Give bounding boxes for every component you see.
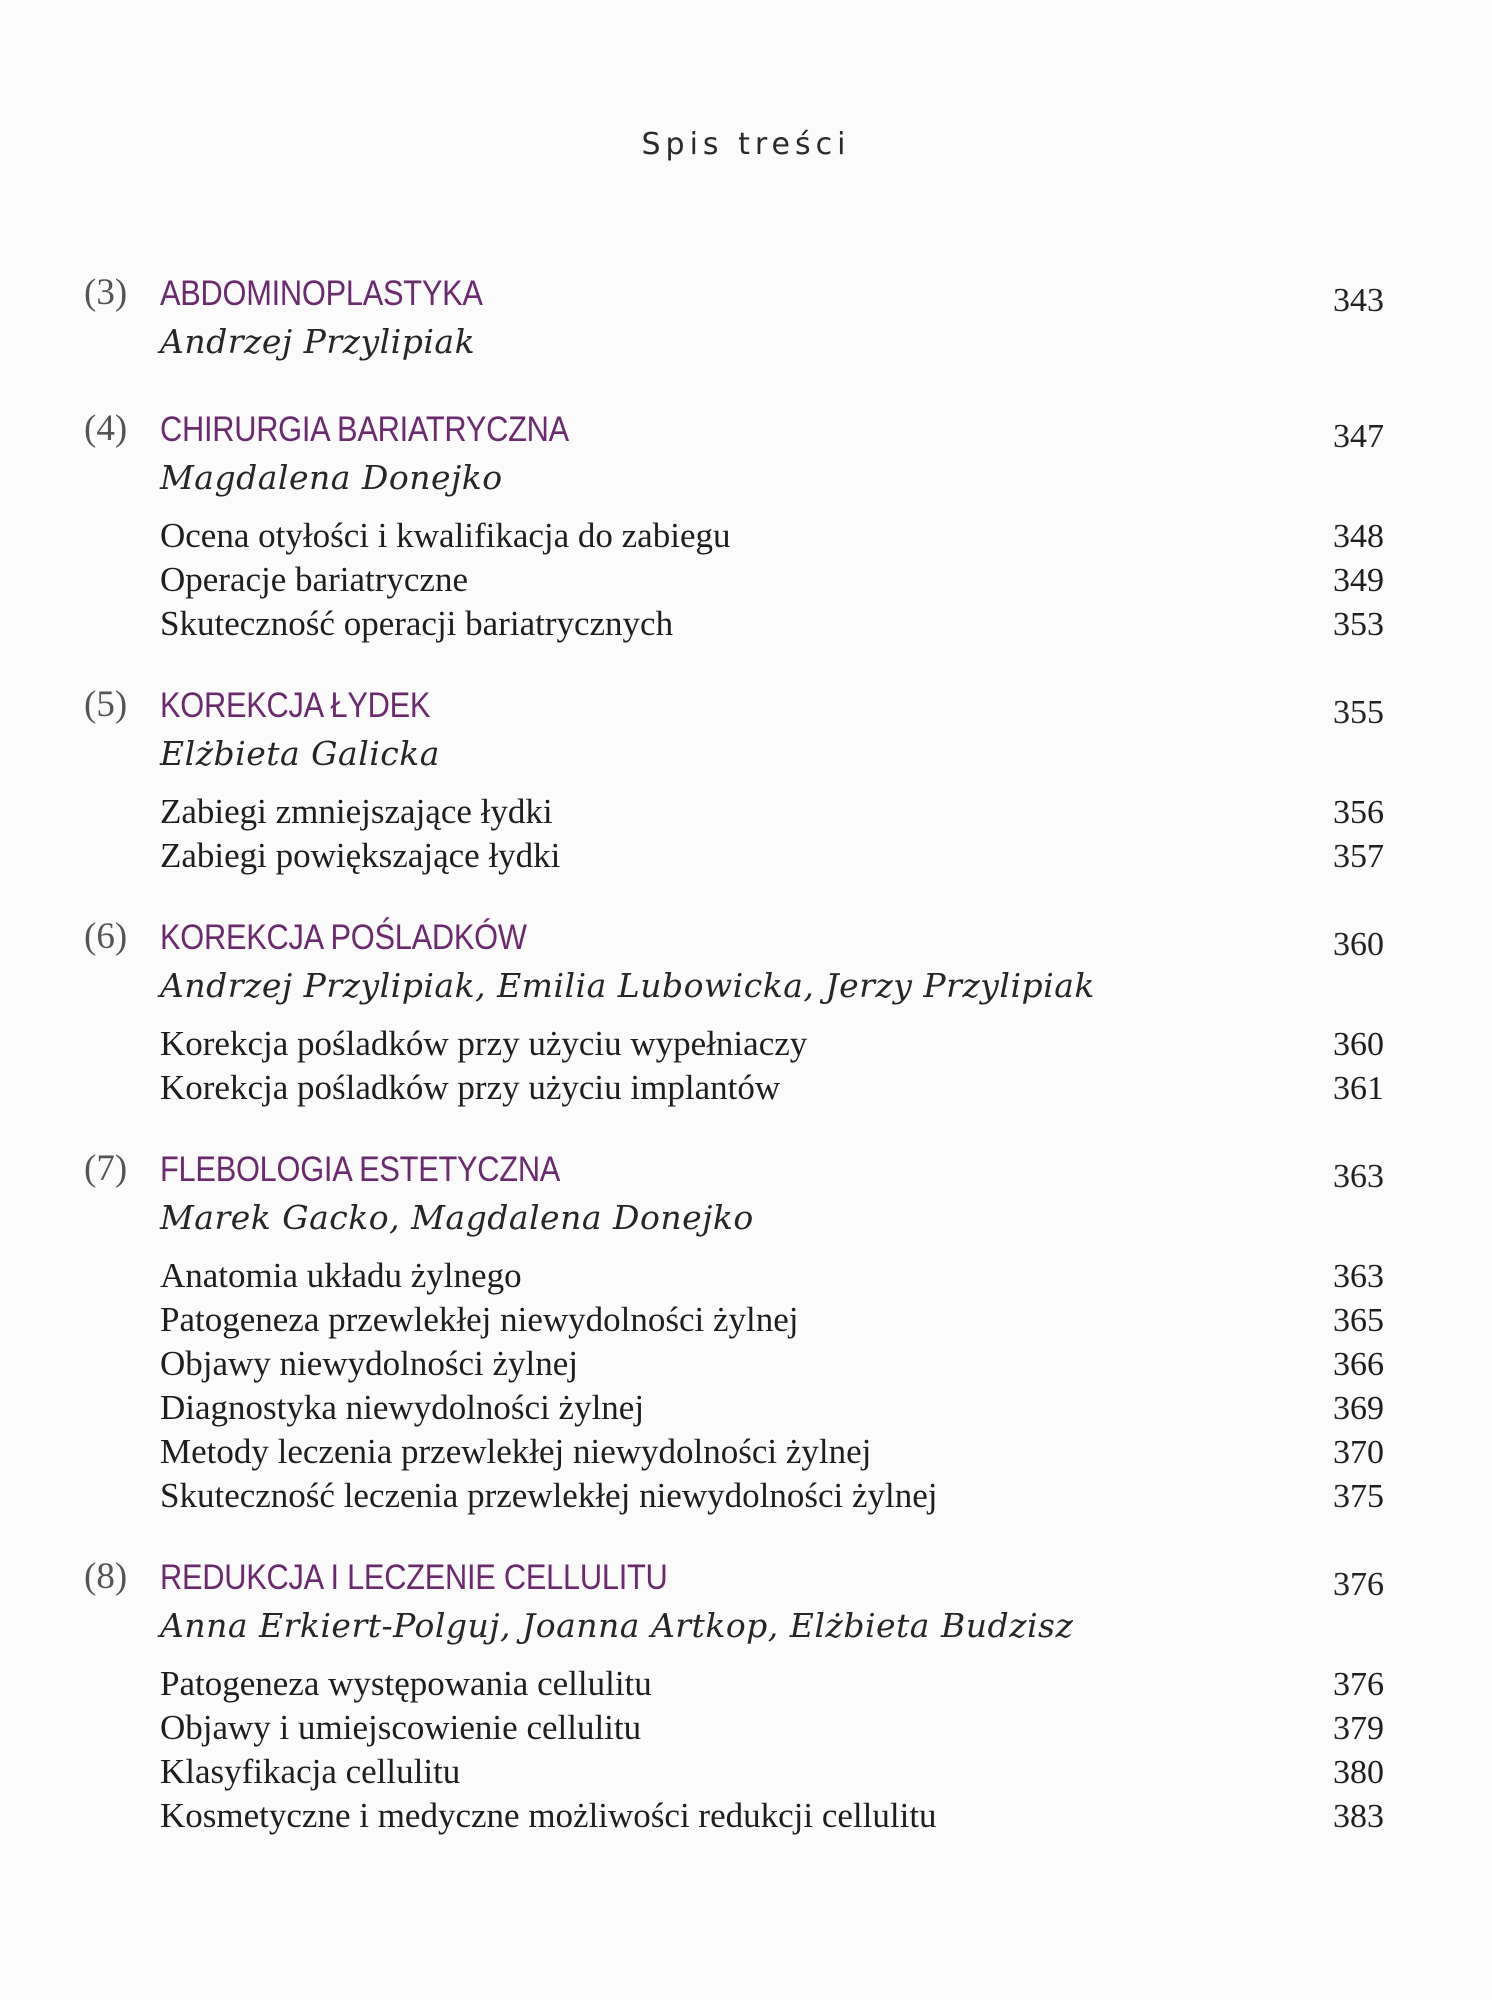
toc-entry — [160, 1066, 1384, 1110]
entry-page-number: 349 — [1333, 562, 1384, 599]
chapter-heading — [84, 1138, 1384, 1195]
chapter-heading — [84, 1546, 1384, 1603]
entry-title: Korekcja pośladków przy użyciu wypełniaczy — [160, 1024, 808, 1063]
toc-entry — [160, 1298, 1384, 1342]
entry-title: Skuteczność leczenia przewlekłej niewydolności żylnej — [160, 1476, 938, 1515]
entry-title: Diagnostyka niewydolności żylnej — [160, 1388, 645, 1427]
entry-page-number: 370 — [1333, 1434, 1384, 1471]
entry-title: Patogeneza przewlekłej niewydolności żylnej — [160, 1300, 799, 1339]
chapter-number: (3) — [84, 272, 128, 313]
entry-title: Ocena otyłości i kwalifikacja do zabiegu — [160, 516, 731, 555]
toc-entry — [160, 1662, 1384, 1706]
page-title: Spis treści — [641, 127, 851, 162]
chapter-number: (7) — [84, 1148, 128, 1189]
chapter-number: (4) — [84, 408, 128, 449]
toc-entry — [160, 1342, 1384, 1386]
entry-title: Zabiegi powiększające łydki — [160, 836, 561, 875]
chapter-title: CHIRURGIA BARIATRYCZNA — [160, 410, 569, 449]
section-list — [160, 1254, 1384, 1518]
chapter-title: KOREKCJA ŁYDEK — [160, 686, 431, 725]
toc-chapter — [84, 674, 1384, 878]
toc-chapter — [84, 1138, 1384, 1518]
toc-entry — [160, 1254, 1384, 1298]
toc-entry — [160, 1386, 1384, 1430]
chapter-page-number: 363 — [1333, 1158, 1384, 1195]
toc-entry — [160, 1750, 1384, 1794]
entry-page-number: 356 — [1333, 794, 1384, 831]
chapter-number: (5) — [84, 684, 128, 725]
entry-page-number: 383 — [1333, 1798, 1384, 1835]
entry-title: Klasyfikacja cellulitu — [160, 1752, 461, 1791]
toc-entry — [160, 834, 1384, 878]
chapter-page-number: 347 — [1333, 418, 1384, 455]
section-list — [160, 1022, 1384, 1110]
toc-entry — [160, 1474, 1384, 1518]
toc-entry — [160, 602, 1384, 646]
toc-chapter — [84, 1546, 1384, 1838]
toc-entry — [160, 1022, 1384, 1066]
chapter-title: ABDOMINOPLASTYKA — [160, 274, 483, 313]
chapter-title: REDUKCJA I LECZENIE CELLULITU — [160, 1558, 668, 1597]
entry-page-number: 357 — [1333, 838, 1384, 875]
chapter-heading — [84, 398, 1384, 455]
toc-entry — [160, 790, 1384, 834]
entry-page-number: 353 — [1333, 606, 1384, 643]
chapter-heading — [84, 906, 1384, 963]
chapter-authors: Andrzej Przylipiak, Emilia Lubowicka, Jerzy Przylipiak — [160, 966, 1095, 1005]
entry-title: Zabiegi zmniejszające łydki — [160, 792, 553, 831]
toc-chapter — [84, 262, 1384, 370]
entry-title: Anatomia układu żylnego — [160, 1256, 522, 1295]
chapter-heading — [84, 262, 1384, 319]
entry-title: Patogeneza występowania cellulitu — [160, 1664, 652, 1703]
chapter-authors: Magdalena Donejko — [160, 458, 503, 497]
chapter-heading — [84, 674, 1384, 731]
toc-entry — [160, 558, 1384, 602]
chapter-authors: Marek Gacko, Magdalena Donejko — [160, 1198, 754, 1237]
chapter-number: (8) — [84, 1556, 128, 1597]
entry-page-number: 375 — [1333, 1478, 1384, 1515]
chapter-page-number: 343 — [1333, 282, 1384, 319]
section-list — [160, 1662, 1384, 1838]
table-of-contents — [84, 262, 1384, 1866]
entry-page-number: 376 — [1333, 1666, 1384, 1703]
entry-title: Objawy niewydolności żylnej — [160, 1344, 578, 1383]
toc-entry — [160, 1794, 1384, 1838]
chapter-page-number: 355 — [1333, 694, 1384, 731]
toc-entry — [160, 514, 1384, 558]
entry-page-number: 363 — [1333, 1258, 1384, 1295]
toc-chapter — [84, 906, 1384, 1110]
chapter-page-number: 376 — [1333, 1566, 1384, 1603]
chapter-title: FLEBOLOGIA ESTETYCZNA — [160, 1150, 561, 1189]
entry-page-number: 360 — [1333, 1026, 1384, 1063]
entry-page-number: 366 — [1333, 1346, 1384, 1383]
entry-title: Korekcja pośladków przy użyciu implantów — [160, 1068, 781, 1107]
entry-title: Operacje bariatryczne — [160, 560, 468, 599]
entry-title: Kosmetyczne i medyczne możliwości redukcji cellulitu — [160, 1796, 937, 1835]
entry-page-number: 379 — [1333, 1710, 1384, 1747]
section-list — [160, 790, 1384, 878]
entry-title: Skuteczność operacji bariatrycznych — [160, 604, 674, 643]
toc-chapter — [84, 398, 1384, 646]
entry-page-number: 348 — [1333, 518, 1384, 555]
toc-entry — [160, 1430, 1384, 1474]
chapter-authors: Elżbieta Galicka — [160, 734, 440, 773]
entry-page-number: 380 — [1333, 1754, 1384, 1791]
entry-title: Metody leczenia przewlekłej niewydolności żylnej — [160, 1432, 872, 1471]
chapter-authors: Anna Erkiert-Polguj, Joanna Artkop, Elżbieta Budzisz — [160, 1606, 1074, 1645]
entry-page-number: 369 — [1333, 1390, 1384, 1427]
chapter-authors: Andrzej Przylipiak — [160, 322, 476, 361]
chapter-page-number: 360 — [1333, 926, 1384, 963]
entry-page-number: 361 — [1333, 1070, 1384, 1107]
entry-title: Objawy i umiejscowienie cellulitu — [160, 1708, 642, 1747]
entry-page-number: 365 — [1333, 1302, 1384, 1339]
chapter-number: (6) — [84, 916, 128, 957]
section-list — [160, 514, 1384, 646]
chapter-title: KOREKCJA POŚLADKÓW — [160, 918, 527, 957]
toc-entry — [160, 1706, 1384, 1750]
